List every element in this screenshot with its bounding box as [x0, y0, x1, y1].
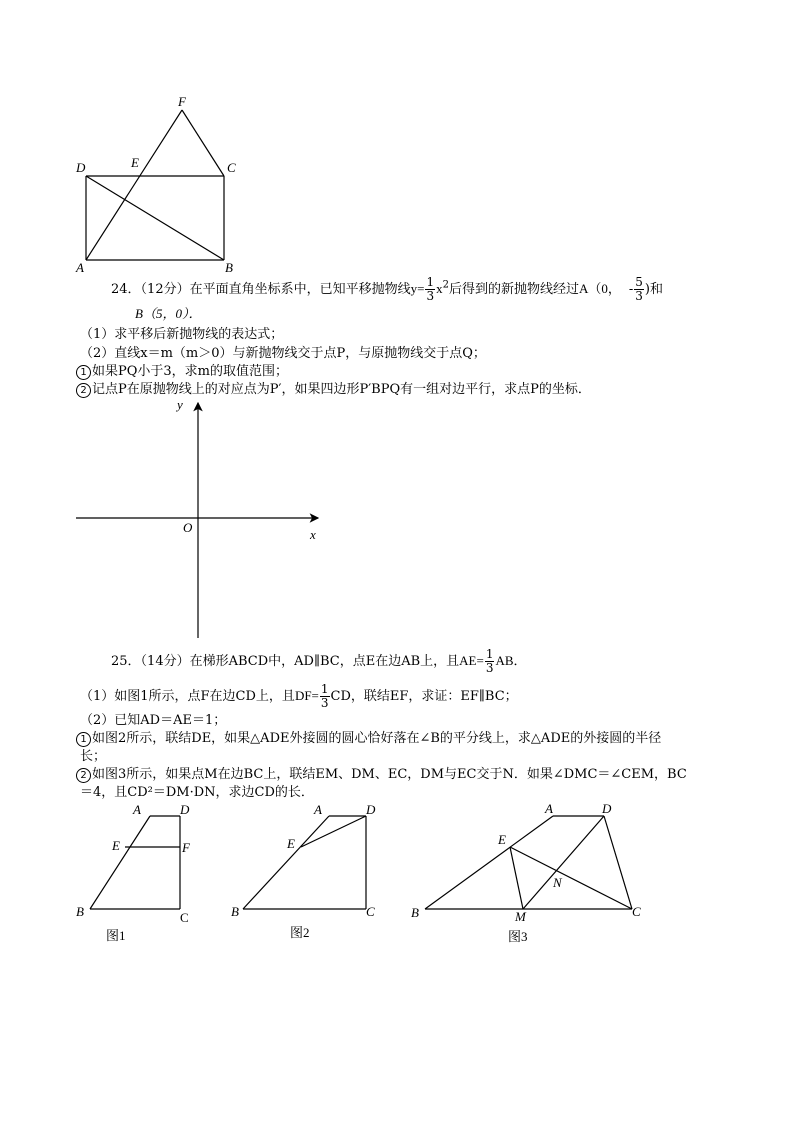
- q24-number: 24．（12分）: [111, 282, 190, 297]
- label-D: D: [366, 802, 376, 817]
- q24-sub1: 1 如果PQ小于3，求m的取值范围；: [76, 364, 288, 380]
- figure-1-caption: 图1: [106, 928, 126, 943]
- label-E: E: [498, 832, 506, 847]
- figure-2-caption: 图2: [290, 925, 310, 940]
- q25-sub2-cont: ＝4，且CD²＝DM·DN，求边CD的长．: [80, 785, 314, 800]
- rectangle-triangle-figure: [70, 90, 250, 280]
- axis-x-label: x: [310, 527, 316, 542]
- label-E: E: [112, 838, 120, 853]
- label-M: M: [515, 909, 526, 924]
- label-A: A: [314, 802, 322, 817]
- label-C: C: [632, 904, 641, 919]
- label-B: B: [76, 904, 84, 919]
- q24-part1: （1）求平移后新抛物线的表达式；: [80, 327, 284, 342]
- label-F: F: [178, 94, 186, 109]
- label-E: E: [287, 836, 295, 851]
- circled-number: 2: [76, 383, 91, 398]
- label-A: A: [545, 801, 553, 816]
- label-F: F: [182, 840, 190, 855]
- label-C: C: [366, 904, 375, 919]
- q24-text: 在平面直角坐标系中，已知平移抛物线: [189, 282, 411, 297]
- q25-part1: （1）如图1所示，点F在边CD上，且DF= $\frac{1}{3}$ CD，联结EF，求证：EF∥BC；: [80, 682, 518, 710]
- q25-sub1: 1 如图2所示，联结DE，如果△ADE外接圆的圆心恰好落在∠B的平分线上，求△ADE的外接圆的半径: [76, 731, 661, 747]
- label-B: B: [411, 905, 419, 920]
- figure-3-caption: 图3: [508, 929, 528, 944]
- label-B: B: [231, 904, 239, 919]
- q25-sub1-cont: 长；: [80, 749, 107, 764]
- circled-number: 1: [76, 732, 91, 747]
- label-B: B: [225, 260, 233, 275]
- q25-stem: 25．（14分）在梯形ABCD中，AD∥BC，点E在边AB上，且AE= $\frac{1}{3}$ AB．: [111, 647, 527, 675]
- circled-number: 1: [76, 365, 91, 380]
- fraction: $\frac{1}{3}$: [426, 275, 435, 303]
- fraction: $\frac{1}{3}$: [320, 682, 329, 710]
- figure-1: [70, 800, 200, 950]
- label-D: D: [180, 802, 190, 817]
- q24-stem: 24．（12分）在平面直角坐标系中，已知平移抛物线y= $\frac{1}{3}$ $x^2$后得到的新抛物线经过A（0， - $\frac{5}{3}$ )和: [111, 275, 663, 303]
- label-C: C: [227, 160, 236, 175]
- label-A: A: [133, 802, 141, 817]
- coordinate-axes: [70, 395, 330, 640]
- figure-2: [228, 800, 388, 950]
- label-C: C: [180, 910, 189, 925]
- q24-point-b: B（5，0）．: [135, 306, 202, 321]
- axis-y-label: y: [177, 397, 183, 412]
- label-N: N: [553, 875, 562, 890]
- circled-number: 2: [76, 768, 91, 783]
- label-A: A: [76, 260, 84, 275]
- q25-number: 25．（14分）: [111, 654, 190, 669]
- q25-part2: （2）已知AD＝AE＝1；: [80, 713, 227, 728]
- label-D: D: [602, 801, 612, 816]
- q24-part2: （2）直线x＝m（m＞0）与新抛物线交于点P，与原抛物线交于点Q；: [80, 346, 486, 361]
- figure-3: [405, 800, 655, 950]
- fraction: $\frac{5}{3}$: [635, 275, 643, 303]
- label-D: D: [76, 160, 86, 175]
- origin-label: O: [183, 520, 193, 535]
- label-E: E: [131, 155, 139, 170]
- fraction: $\frac{1}{3}$: [485, 647, 494, 675]
- q24-sub2: 2 记点P在原抛物线上的对应点为P′，如果四边形P′BPQ有一组对边平行，求点P的坐标．: [76, 382, 591, 398]
- q25-sub2: 2 如图3所示，如果点M在边BC上，联结EM、DM、EC，DM与EC交于N．如果∠DMC＝∠CEM，BC: [76, 767, 687, 783]
